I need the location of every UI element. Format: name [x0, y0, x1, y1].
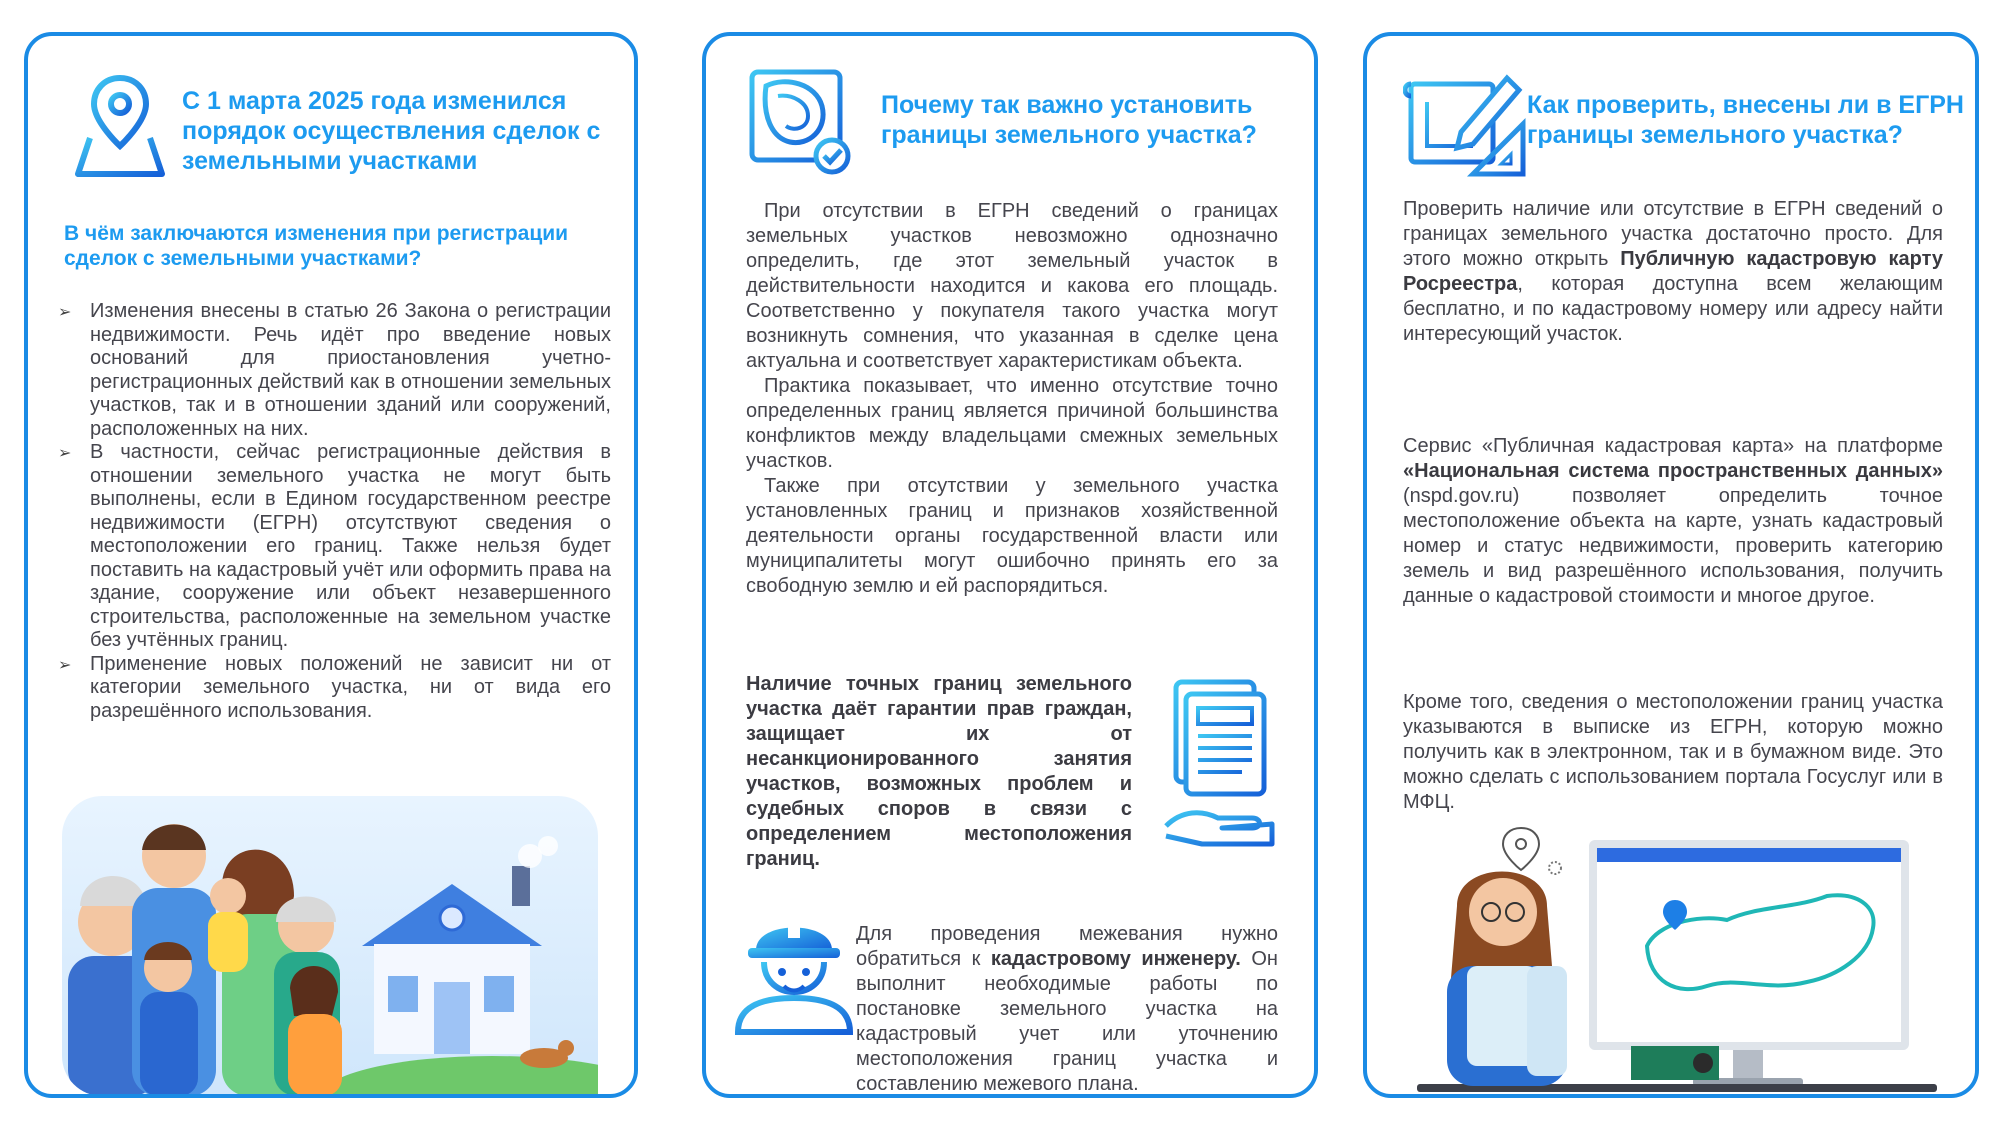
paragraph: Также при отсутствии у земельного участка установленных границ и признаков хозяйственной деятельности органы государственной власти или муниципалитеты могут ошибочно принять его за свободную землю и ей распорядиться.: [746, 475, 1278, 597]
intro-text: [746, 199, 1278, 599]
panel-title: Почему так важно установить границы земельного участка?: [881, 91, 1257, 149]
cadastral-map-link-text: Публичную кадастровую карту Росреестра: [1403, 248, 1943, 295]
panel-title: Как проверить, внесены ли в ЕГРН границы земельного участка?: [1527, 91, 1964, 149]
land-plot-check-icon: [746, 66, 856, 178]
panel-regulation-change: [24, 32, 638, 1098]
blueprint-pencil-icon: [1403, 62, 1529, 178]
check-text-1: Проверить наличие или отсутствие в ЕГРН сведений о границах земельного участка достаточно просто. Для этого можно открыть Публичную кадастровую карту Росреестра, которая доступна всем желающим бесплатно, и по кадастровому номеру или адресу найти интересующий участок.: [1403, 198, 1943, 345]
paragraph: При отсутствии в ЕГРН сведений о границах земельных участков невозможно однозначно определить, где этот земельный участок в действительности находится и какова его площадь. Соответственно у покупателя такого участка могут возникнуть сомнения, что указанная в сделке цена актуальна и соответствует характеристикам объекта.: [746, 200, 1278, 372]
paragraph: Практика показывает, что именно отсутствие точно определенных границ является причиной большинства конфликтов между владельцами смежных земельных участков.: [746, 375, 1278, 472]
bullet-list: [58, 300, 611, 723]
list-item: ➢ Применение новых положений не зависит ни от категории земельного участка, ни от вида его разрешённого использования.: [58, 653, 611, 724]
engineer-icon: [732, 906, 856, 1036]
engineer-bold: кадастровому инженеру.: [990, 948, 1241, 970]
check-text-2: Сервис «Публичная кадастровая карта» на платформе «Национальная система пространственных данных» (nspd.gov.ru) позволяет определить точное местоположение объекта на карте, узнать кадастровый номер и статус недвижимости, проверить категорию земель и вид разрешённого использования, получить данные о кадастровой стоимости и многое другое.: [1403, 435, 1943, 607]
document-hand-icon: [1162, 676, 1278, 850]
panel-how-to-check: [1363, 32, 1979, 1098]
section-subtitle: В чём заключаются изменения при регистрации сделок с земельными участками?: [64, 222, 569, 270]
check-text-3: Кроме того, сведения о местоположении границ участка указываются в выписке из ЕГРН, которую можно получить как в электронном, так и в бумажном виде. Это можно сделать с использованием портала Госуслуг или в МФЦ.: [1403, 691, 1943, 813]
family-house-illustration: [62, 796, 598, 1096]
list-item: ➢ Изменения внесены в статью 26 Закона о регистрации недвижимости. Речь идёт про введение новых оснований для приостановления учетно-регистрационных действий как в отношении земельных участков, так и в отношении зданий или сооружений, расположенных на них.: [58, 300, 611, 441]
engineer-text: Для проведения межевания нужно обратиться к кадастровому инженеру. Он выполнит необходимые работы по постановке земельного участка на кадастровый учет или уточнению местоположения границ участка и составлению межевого плана.: [856, 923, 1278, 1095]
panel-title: С 1 марта 2025 года изменился порядок осуществления сделок с земельными участками: [182, 87, 601, 175]
nspd-name: «Национальная система пространственных данных»: [1403, 460, 1943, 482]
highlight-text: Наличие точных границ земельного участка даёт гарантии прав граждан, защищает их от несанкционированного занятия участков, возможных проблем и судебных споров в связи с определением местоположения границ.: [746, 673, 1132, 870]
panel-why-boundaries: [702, 32, 1318, 1098]
list-item: ➢ В частности, сейчас регистрационные действия в отношении земельного участка не могут быть выполнены, если в Едином государственном реестре недвижимости (ЕГРН) отсутствуют сведения о местоположении его границ. Также нельзя будет поставить на кадастровый учёт или оформить права на здание, сооружение или объект незавершенного строительства, расположенные на земельном участке без учтённых границ.: [58, 441, 611, 653]
map-pin-icon: [68, 72, 172, 180]
cadastral-map-illustration: [1417, 816, 1937, 1096]
